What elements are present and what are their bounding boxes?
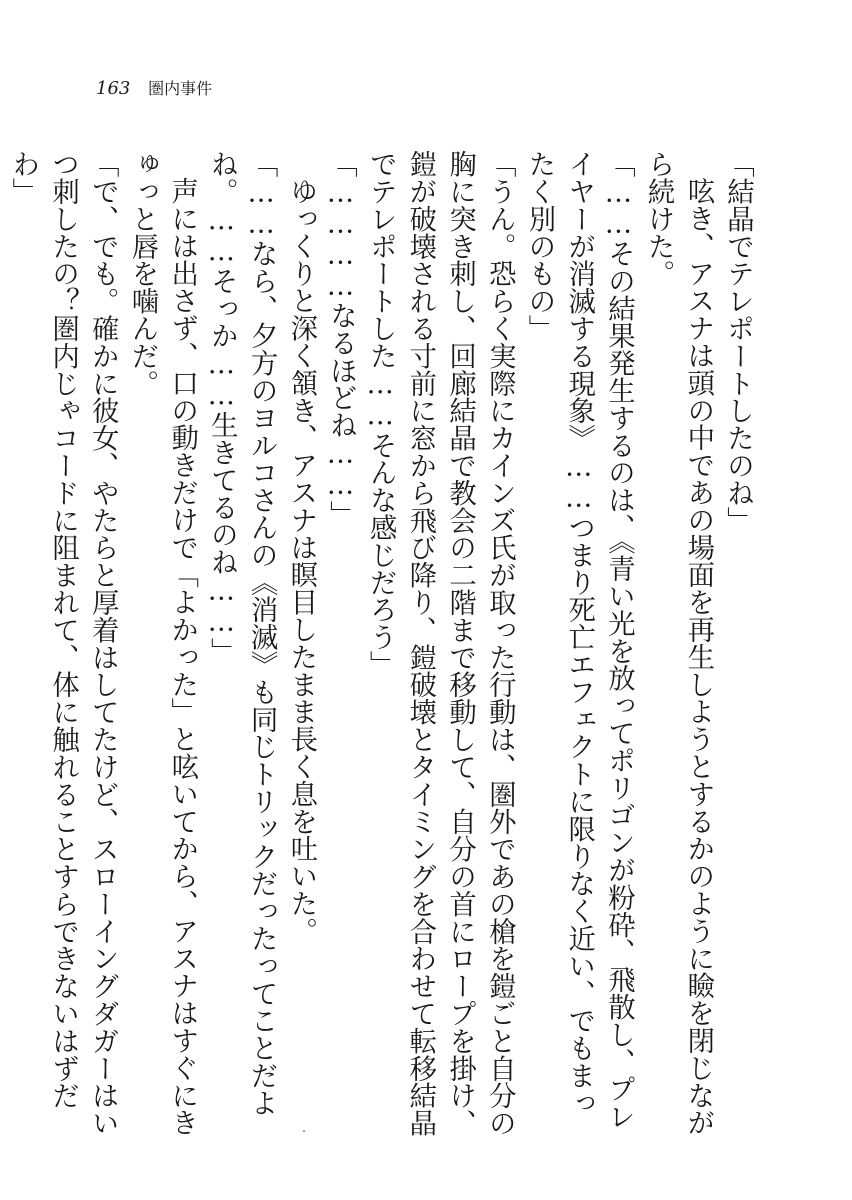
paragraph: 「結晶でテレポートしたのね」 — [722, 150, 753, 534]
paragraph: 「……その結果発生するのは、《青い光を放ってポリゴンが粉砕、飛散し、プレイヤーが消滅する現象》……つまり死亡エフェクトに限りなく近い、でもまったく別のもの」 — [523, 150, 634, 1130]
paragraph: 「…………なるほどね……」 — [324, 150, 356, 528]
paragraph: 声には出さず、口の動きだけで「よかった」と呟いてから、アスナはすぐにきゅっと唇を噛んだ。 — [126, 150, 198, 1137]
paragraph: 「で、でも。確かに彼女、やたらと厚着はしてたけど、スローイングダガーはいつ刺したの？圏内じゃコードに阻まれて、体に触れることすらできないはずだわ」 — [7, 150, 118, 1137]
chapter-title: 圏内事件 — [148, 79, 213, 98]
running-header — [96, 76, 212, 99]
page-number: 163 — [96, 78, 131, 99]
paragraph — [0, 150, 3, 1140]
vertical-body-text — [7, 150, 757, 1140]
print-speck — [303, 1130, 305, 1132]
paragraph: 「うん。恐らく実際にカインズ氏が取った行動は、圏外であの槍を鎧ごと自分の胸に突き刺し、回廊結晶で教会の二階まで移動して、自分の首にロープを掛け、鎧が破壊される寸前に窓から飛び降り、鎧破壊とタイミングを合わせて転移結晶でテレポートした……そんな感じだろう」 — [364, 150, 515, 1137]
paragraph: 「……なら、夕方のヨルコさんの《消滅》も同じトリックだったってことだよね。……そっか……生きてるのね……」 — [205, 150, 277, 1117]
paragraph: ゆっくりと深く頷き、アスナは瞑目したまま長く息を吐いた。 — [285, 177, 317, 945]
paragraph: 呟き、アスナは頭の中であの場面を再生しようとするかのように瞼を閉じながら続けた。 — [642, 150, 714, 1137]
